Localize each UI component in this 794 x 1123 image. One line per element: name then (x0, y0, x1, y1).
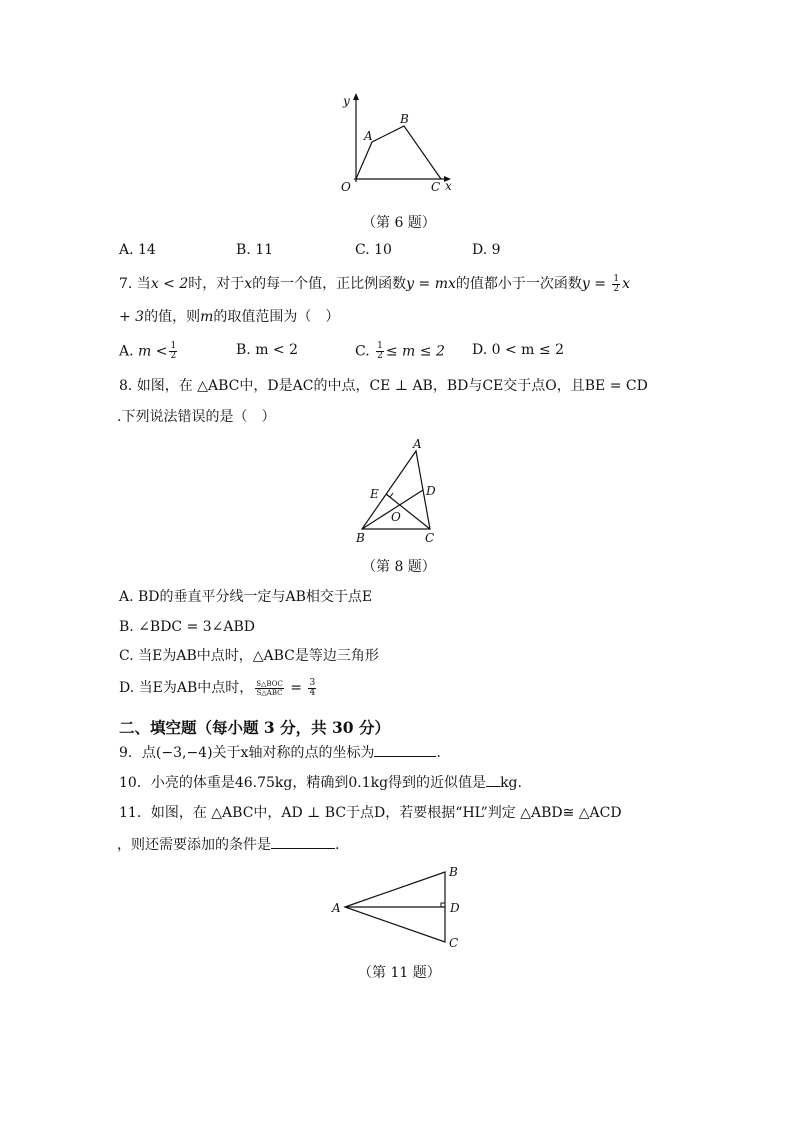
q7-option-d: D. 0 < m ≤ 2 (472, 342, 564, 358)
q6-option-b: B. 11 (236, 242, 274, 258)
fig11-label-c: C (449, 936, 459, 950)
q10-line: 10．小亮的体重是46.75kg，精确到0.1kg得到的近似值是 kg. (119, 772, 522, 793)
label-a: A (364, 129, 373, 143)
figure-8-caption: （第 8 题） (362, 559, 436, 575)
fig8-label-d: D (426, 484, 436, 498)
label-c: C (431, 180, 441, 194)
section-heading: 二、填空题（每小题 3 分，共 30 分） (119, 718, 390, 737)
label-y: y (343, 94, 350, 108)
y-arrow (353, 93, 359, 100)
q8-option-d: D. 当E为AB中点时， $\frac{\text{S△BOC}}{\text{S△ABC}}$ = $\frac{3}{4}$ (119, 677, 316, 698)
q6-option-a: A. 14 (119, 242, 156, 258)
q7-fraction: $\frac{1}{2}$ (613, 273, 620, 294)
fig11-label-b: B (449, 865, 458, 879)
q11-answer-blank[interactable] (271, 834, 335, 849)
q10-answer-blank[interactable] (486, 772, 500, 787)
q9-line: 9．点(−3,−4)关于x轴对称的点的坐标为 . (119, 742, 441, 763)
q8-option-c: C. 当E为AB中点时，△ABC是等边三角形 (119, 648, 379, 664)
q8-line1: 8. 如图，在 △ABC中，D是AC的中点，CE ⊥ AB，BD与CE交于点O，且BE = CD (119, 378, 648, 394)
fig11-label-d: D (450, 901, 460, 915)
q11-line1: 11．如图，在 △ABC中，AD ⊥ BC于点D，若要根据“HL”判定 △ABD≅ △ACD (119, 805, 622, 821)
fig11-label-a: A (332, 901, 341, 915)
fig8-label-o: O (391, 510, 401, 524)
label-o: O (341, 180, 351, 194)
label-x: x (445, 179, 452, 193)
label-b: B (400, 112, 409, 126)
q8-line2: .下列说法错误的是（ ） (117, 409, 276, 425)
q11-line2: ，则还需要添加的条件是 . (117, 834, 339, 855)
q7-option-a: A. m < $\frac{1}{2}$ (119, 341, 177, 361)
q6-option-c: C. 10 (355, 242, 392, 258)
q7-line2: + 3的值，则m的取值范围为（ ） (119, 309, 340, 325)
q6-option-d: D. 9 (472, 242, 501, 258)
q7-option-b: B. m < 2 (236, 342, 299, 358)
figure-6-caption: （第 6 题） (362, 215, 436, 231)
figure-6 (330, 90, 470, 200)
fig8-label-a: A (413, 437, 422, 451)
fig8-label-e: E (370, 487, 379, 501)
q9-answer-blank[interactable] (374, 742, 436, 757)
q7-line1: 7. 当x < 2时，对于x的每一个值，正比例函数y = mx的值都小于一次函数y = $\frac{1}{2}$ x (119, 273, 631, 294)
q8-option-a: A. BD的垂直平分线一定与AB相交于点E (119, 589, 373, 605)
q8-option-b: B. ∠BDC = 3∠ABD (119, 619, 256, 635)
q7-option-c: C. $\frac{1}{2}$ ≤ m ≤ 2 (355, 341, 445, 361)
fig8-label-b: B (356, 531, 365, 545)
figure-8 (350, 432, 450, 552)
fig8-label-c: C (425, 531, 435, 545)
figure-11 (325, 860, 475, 955)
figure-11-caption: （第 11 题） (358, 965, 441, 981)
